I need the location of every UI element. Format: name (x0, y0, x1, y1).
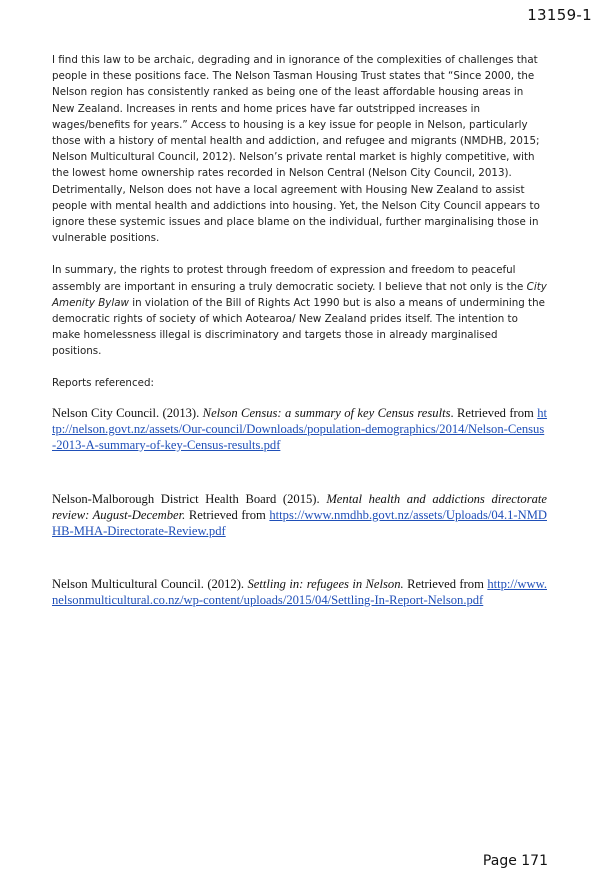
references-heading: Reports referenced: (52, 376, 154, 389)
bylaw-name: City Amenity Bylaw (52, 280, 547, 309)
reference-link[interactable]: http://nelson.govt.nz/assets/Our-council/Downloads/population-demographics/2014/Nelson-Census-2013-A-summary-of-key-Census-results.pdf (52, 405, 548, 452)
body-paragraph-summary (52, 262, 547, 359)
reference-entry (52, 576, 547, 608)
reference-author: Nelson City Council. (2013). (52, 405, 203, 420)
page-content (52, 52, 547, 608)
reference-title: Nelson Census: a summary of key Census results (202, 405, 451, 420)
reference-title: Mental health and addictions directorate review: August-December. (52, 491, 547, 522)
reference-author: Nelson-Malborough District Health Board (2015). (52, 491, 327, 506)
reference-link[interactable]: https://www.nmdhb.govt.nz/assets/Uploads/04.1-NMDHB-MHA-Directorate-Review.pdf (52, 507, 547, 538)
reference-entry (52, 491, 547, 539)
reference-link[interactable]: http://www.nelsonmulticultural.co.nz/wp-content/uploads/2015/04/Settling-In-Report-Nelson.pdf (52, 576, 548, 607)
summary-text-end: in violation of the Bill of Rights Act 1990 but is also a means of undermining the democratic rights of society of which Aotearoa/ New Zealand prides itself. The intention to make homelessness illegal is discriminatory and targets those in already marginalised positions. (52, 296, 545, 358)
page-number: Page 171 (482, 853, 548, 869)
body-paragraph-housing: I find this law to be archaic, degrading and in ignorance of the complexities of challenges that people in these positions face. The Nelson Tasman Housing Trust states that “Since 2000, the Nelson region has consistently ranked as being one of the least affordable housing areas in New Zealand. Increases in rents and home prices have far outstripped increases in wages/benefits for years.” Access to housing is a key issue for people in Nelson, particularly those with a history of mental health and addiction, and refugee and migrants (NMDHB, 2015; Nelson Multicultural Council, 2012). Nelson’s private rental market is highly competitive, with the lowest home ownership rates recorded in Nelson Central (Nelson City Council, 2013). Detrimentally, Nelson does not have a local agreement with Housing New Zealand to assist people with mental health and addictions into housing. Yet, the Nelson City Council appears to ignore these systemic issues and place blame on the individual, further marginalising those in vulnerable positions. (52, 54, 540, 245)
reference-retrieved: Retrieved from (403, 576, 488, 591)
document-id: 13159-1 (527, 6, 592, 24)
reference-author: Nelson Multicultural Council. (2012). (52, 576, 248, 591)
reference-title: Settling in: refugees in Nelson. (247, 576, 404, 591)
reference-entry (52, 405, 547, 453)
reference-retrieved: Retrieved from (185, 507, 270, 522)
reference-retrieved: . Retrieved from (450, 405, 538, 420)
summary-text-start: In summary, the rights to protest through freedom of expression and freedom to peaceful assembly are important in ensuring a truly democratic society. I believe that not only is the (52, 264, 527, 293)
